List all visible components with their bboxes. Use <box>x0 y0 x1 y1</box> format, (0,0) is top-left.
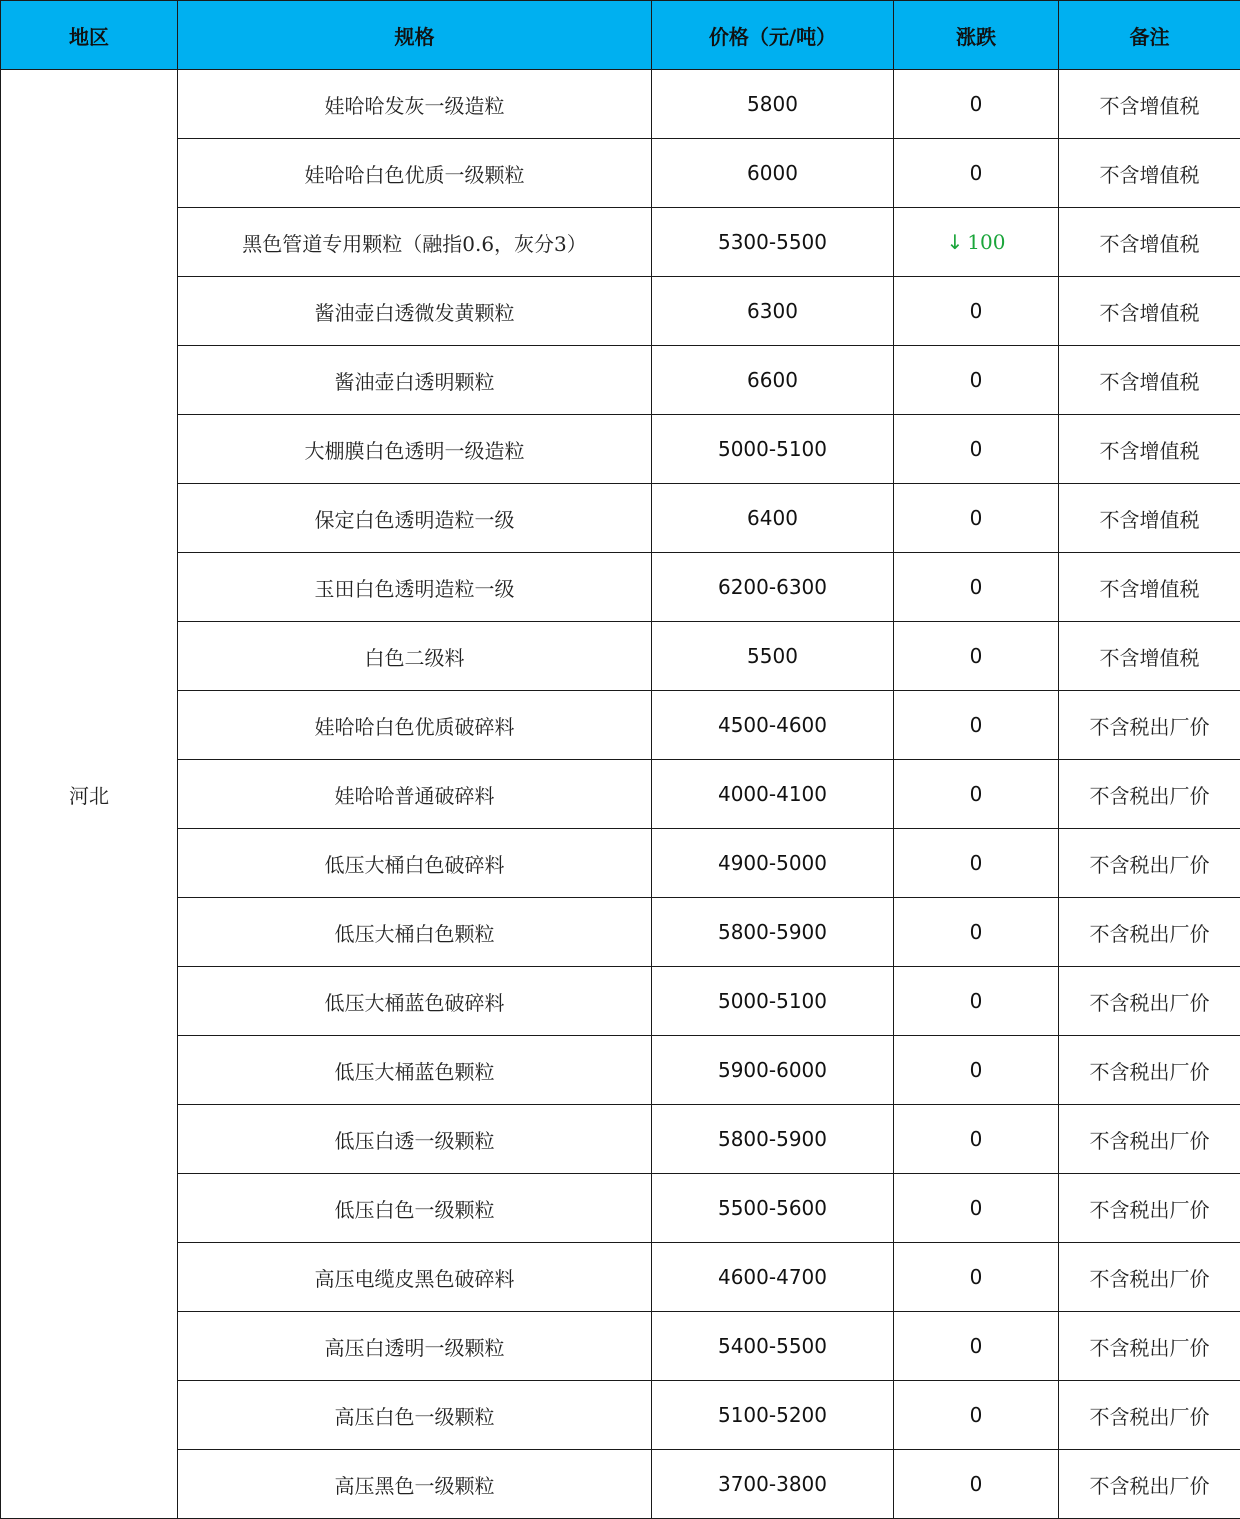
note-cell: 不含税出厂价 <box>1059 829 1240 898</box>
change-cell: 0 <box>894 1312 1059 1381</box>
change-cell: 0 <box>894 484 1059 553</box>
table-row <box>1 691 1240 760</box>
spec-cell: 保定白色透明造粒一级 <box>178 484 652 553</box>
note-cell: 不含增值税 <box>1059 277 1240 346</box>
change-cell: 0 <box>894 1243 1059 1312</box>
header-spec: 规格 <box>178 1 652 70</box>
price-cell: 5100-5200 <box>652 1381 894 1450</box>
price-cell: 5800-5900 <box>652 1105 894 1174</box>
note-cell: 不含税出厂价 <box>1059 898 1240 967</box>
table-row <box>1 139 1240 208</box>
spec-cell: 娃哈哈白色优质破碎料 <box>178 691 652 760</box>
table-row <box>1 346 1240 415</box>
price-cell: 4000-4100 <box>652 760 894 829</box>
header-change: 涨跌 <box>894 1 1059 70</box>
change-cell: 0 <box>894 1174 1059 1243</box>
price-cell: 4900-5000 <box>652 829 894 898</box>
change-cell: 0 <box>894 139 1059 208</box>
note-cell: 不含税出厂价 <box>1059 691 1240 760</box>
price-cell: 6400 <box>652 484 894 553</box>
change-value: 100 <box>967 230 1006 254</box>
change-cell: 0 <box>894 1381 1059 1450</box>
note-cell: 不含税出厂价 <box>1059 967 1240 1036</box>
table-row <box>1 1450 1240 1519</box>
table-row <box>1 208 1240 277</box>
spec-cell: 低压白透一级颗粒 <box>178 1105 652 1174</box>
price-cell: 6300 <box>652 277 894 346</box>
change-cell: 0 <box>894 829 1059 898</box>
spec-cell: 低压大桶白色破碎料 <box>178 829 652 898</box>
note-cell: 不含税出厂价 <box>1059 1450 1240 1519</box>
note-cell: 不含增值税 <box>1059 208 1240 277</box>
change-cell: 0 <box>894 622 1059 691</box>
spec-cell: 低压白色一级颗粒 <box>178 1174 652 1243</box>
change-cell: 0 <box>894 691 1059 760</box>
table-row <box>1 898 1240 967</box>
header-price: 价格（元/吨） <box>652 1 894 70</box>
note-cell: 不含增值税 <box>1059 70 1240 139</box>
note-cell: 不含税出厂价 <box>1059 1105 1240 1174</box>
spec-cell: 玉田白色透明造粒一级 <box>178 553 652 622</box>
spec-cell: 酱油壶白透微发黄颗粒 <box>178 277 652 346</box>
note-cell: 不含税出厂价 <box>1059 1036 1240 1105</box>
spec-cell: 白色二级料 <box>178 622 652 691</box>
change-cell: 0 <box>894 553 1059 622</box>
table-row <box>1 1312 1240 1381</box>
table-row <box>1 484 1240 553</box>
change-cell: 0 <box>894 760 1059 829</box>
note-cell: 不含增值税 <box>1059 622 1240 691</box>
spec-cell: 低压大桶蓝色颗粒 <box>178 1036 652 1105</box>
price-cell: 3700-3800 <box>652 1450 894 1519</box>
spec-cell: 酱油壶白透明颗粒 <box>178 346 652 415</box>
price-cell: 6600 <box>652 346 894 415</box>
spec-cell: 高压电缆皮黑色破碎料 <box>178 1243 652 1312</box>
change-cell: 0 <box>894 346 1059 415</box>
table-row <box>1 277 1240 346</box>
table-row <box>1 967 1240 1036</box>
header-region: 地区 <box>1 1 178 70</box>
spec-cell: 高压黑色一级颗粒 <box>178 1450 652 1519</box>
header-row <box>1 1 1240 70</box>
note-cell: 不含税出厂价 <box>1059 760 1240 829</box>
price-cell: 5300-5500 <box>652 208 894 277</box>
price-cell: 5400-5500 <box>652 1312 894 1381</box>
price-cell: 5500 <box>652 622 894 691</box>
price-cell: 5800 <box>652 70 894 139</box>
header-note: 备注 <box>1059 1 1240 70</box>
spec-cell: 低压大桶蓝色破碎料 <box>178 967 652 1036</box>
table-row <box>1 1174 1240 1243</box>
note-cell: 不含增值税 <box>1059 484 1240 553</box>
table-row <box>1 1381 1240 1450</box>
table-row <box>1 553 1240 622</box>
table-row <box>1 70 1240 139</box>
spec-cell: 高压白透明一级颗粒 <box>178 1312 652 1381</box>
price-cell: 5500-5600 <box>652 1174 894 1243</box>
change-cell: 0 <box>894 967 1059 1036</box>
note-cell: 不含增值税 <box>1059 346 1240 415</box>
region-cell: 河北 <box>1 70 178 1519</box>
change-cell: 0 <box>894 1036 1059 1105</box>
change-cell: 0 <box>894 898 1059 967</box>
price-cell: 5800-5900 <box>652 898 894 967</box>
change-cell: 0 <box>894 277 1059 346</box>
price-cell: 5000-5100 <box>652 415 894 484</box>
note-cell: 不含税出厂价 <box>1059 1174 1240 1243</box>
table-row <box>1 1036 1240 1105</box>
note-cell: 不含税出厂价 <box>1059 1243 1240 1312</box>
price-cell: 5000-5100 <box>652 967 894 1036</box>
change-cell: 0 <box>894 415 1059 484</box>
price-cell: 4600-4700 <box>652 1243 894 1312</box>
spec-cell: 娃哈哈普通破碎料 <box>178 760 652 829</box>
note-cell: 不含增值税 <box>1059 415 1240 484</box>
note-cell: 不含税出厂价 <box>1059 1312 1240 1381</box>
table-body <box>1 70 1240 1519</box>
table-row <box>1 415 1240 484</box>
note-cell: 不含增值税 <box>1059 139 1240 208</box>
price-cell: 6000 <box>652 139 894 208</box>
spec-cell: 黑色管道专用颗粒（融指0.6，灰分3） <box>178 208 652 277</box>
spec-cell: 娃哈哈白色优质一级颗粒 <box>178 139 652 208</box>
table-row <box>1 829 1240 898</box>
spec-cell: 低压大桶白色颗粒 <box>178 898 652 967</box>
table-row <box>1 622 1240 691</box>
spec-cell: 娃哈哈发灰一级造粒 <box>178 70 652 139</box>
table-row <box>1 1243 1240 1312</box>
change-cell: 0 <box>894 70 1059 139</box>
spec-cell: 大棚膜白色透明一级造粒 <box>178 415 652 484</box>
down-arrow-icon: ↓ <box>946 230 964 254</box>
change-cell: 0 <box>894 1105 1059 1174</box>
change-cell: 0 <box>894 1450 1059 1519</box>
price-cell: 6200-6300 <box>652 553 894 622</box>
change-cell <box>894 208 1059 277</box>
note-cell: 不含增值税 <box>1059 553 1240 622</box>
note-cell: 不含税出厂价 <box>1059 1381 1240 1450</box>
price-cell: 5900-6000 <box>652 1036 894 1105</box>
spec-cell: 高压白色一级颗粒 <box>178 1381 652 1450</box>
price-cell: 4500-4600 <box>652 691 894 760</box>
table-row <box>1 1105 1240 1174</box>
table-row <box>1 760 1240 829</box>
